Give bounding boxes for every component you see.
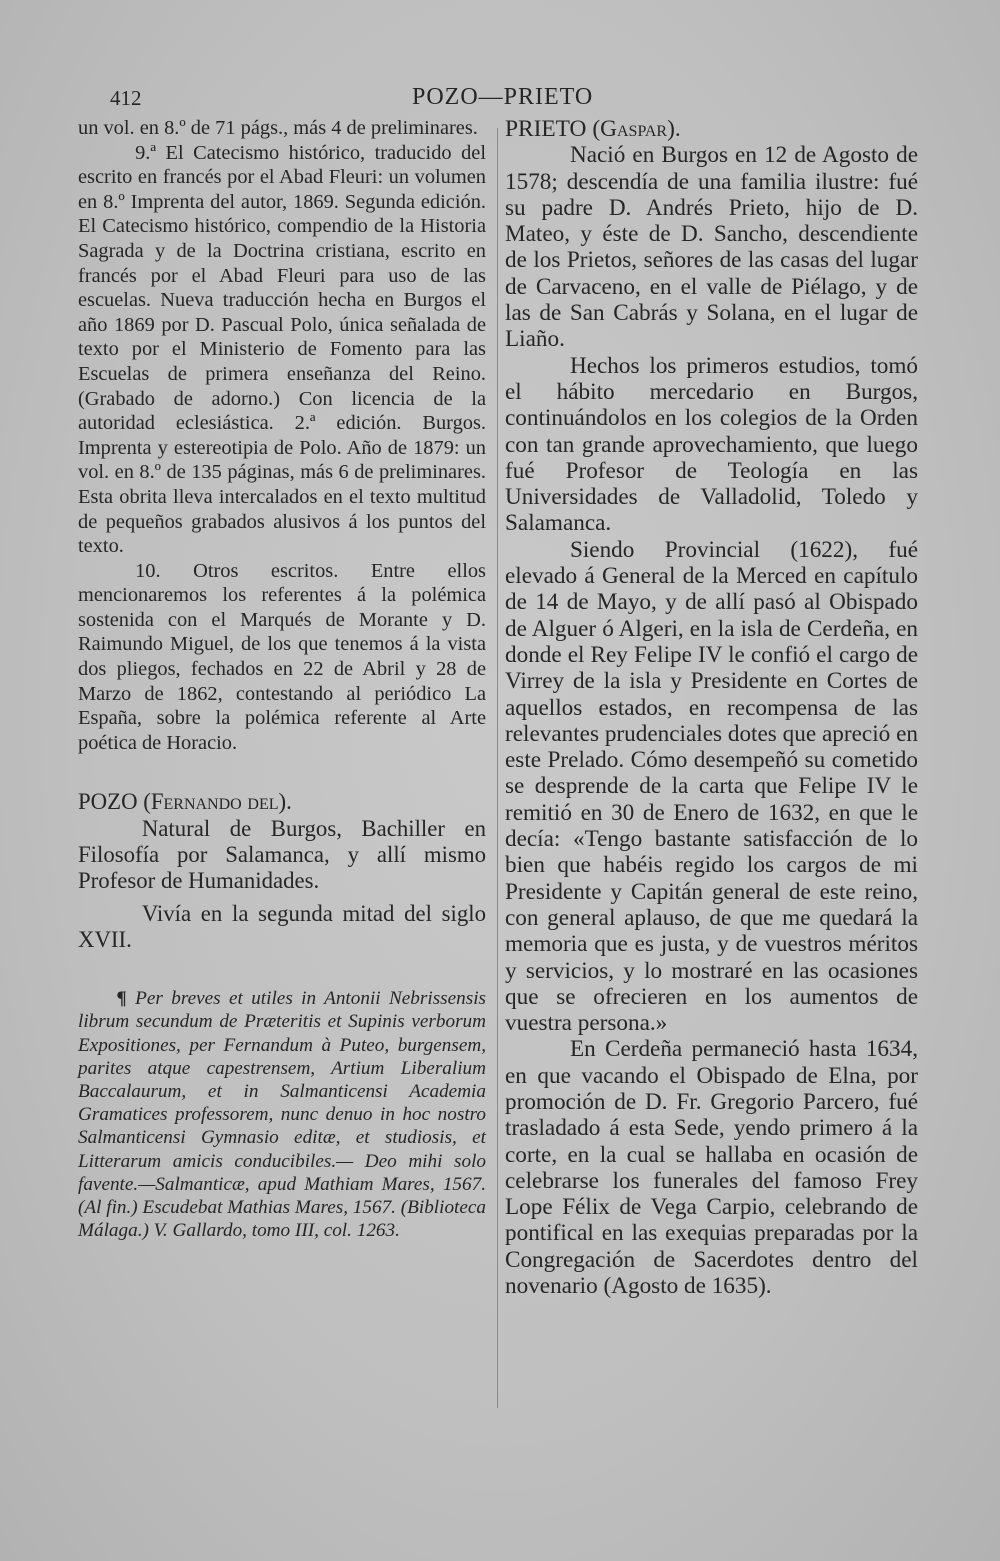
- left-column: [78, 116, 486, 1242]
- note-text: Per breves et utiles in Antonii Nebrissensis librum secundum de Præteritis et Supinis verborum Expositiones, per Fernandum à Puteo, burgensem, parites atque capestrensem, Artium Liberalium Baccalaurum, et in Salmanticensi Academia Gramatices professorem, nunc denuo in hoc nostro Salmanticensi Gymnasio editæ, et studiosis, et Litterarum amicis conducibiles.— Deo mihi solo favente.—Salmanticæ, apud Mathiam Mares, 1567. (Al fin.) Escudebat Mathias Mares, 1567. (Biblioteca Málaga.) V. Gallardo, tomo III, col. 1263.: [78, 988, 487, 1242]
- entry-given-name: (Fernando del).: [143, 789, 292, 815]
- right-column: [505, 116, 918, 1299]
- bio-paragraph-2: Vivía en la segunda mitad del siglo XVII.: [78, 900, 486, 952]
- running-head: POZO—PRIETO: [412, 84, 594, 110]
- column-divider: [497, 128, 498, 1408]
- pilcrow-icon: ¶: [116, 988, 127, 1010]
- entry-name: PRIETO: [505, 116, 587, 142]
- bio-paragraph-1: Nació en Burgos en 12 de Agosto de 1578; descendía de una familia ilustre: fué su padre D. Andrés Prieto, hijo de D. Mateo, y éste de D. Sancho, descendiente de los Prietos, señores de las casas del lugar de Carvaceno, en el valle de Piélago, y de las de San Cabrás y Solana, en el lugar de Liaño.: [505, 142, 918, 353]
- bib-paragraph-continuation: un vol. en 8.º de 71 págs., más 4 de preliminares.: [78, 117, 478, 139]
- page-number: 412: [110, 86, 142, 110]
- bio-paragraph-4: En Cerdeña permaneció hasta 1634, en que vacando el Obispado de Elna, por promoción de D. Fr. Gregorio Parcero, fué trasladado á esta Sede, yendo primero á la corte, en la cual se hallaba en ocasión de celebrarse los funerales del famoso Frey Lope Félix de Vega Carpio, celebrando de pontifical en las exequias preparadas por la Congregación de Sacerdotes dentro del novenario (Agosto de 1635).: [505, 1036, 918, 1300]
- bio-paragraph-1: Natural de Burgos, Bachiller en Filosofía por Salamanca, y allí mismo Profesor de Humanidades.: [78, 815, 486, 894]
- bib-paragraph-9: 9.ª El Catecismo histórico, traducido del escrito en francés por el Abad Fleuri: un volumen en 8.º Imprenta del autor, 1869. Segunda edición. El Catecismo histórico, compendio de la Historia Sagrada y de la Doctrina cristiana, escrito en francés por el Abad Fleuri para uso de las escuelas. Nueva traducción hecha en Burgos el año 1869 por D. Pascual Polo, única señalada de texto por el Ministerio de Fomento para las Escuelas de primera enseñanza del Reino. (Grabado de adorno.) Con licencia de la autoridad eclesiástica. 2.ª edición. Burgos. Imprenta y estereotipia de Polo. Año de 1879: un vol. en 8.º de 135 páginas, más 6 de preliminares. Esta obrita lleva intercalados en el texto multitud de pequeños grabados alusivos á los puntos del texto.: [78, 141, 486, 558]
- bio-paragraph-3: Siendo Provincial (1622), fué elevado á General de la Merced en capítulo de 14 de Mayo, y de allí pasó al Obispado de Alguer ó Algeri, en la isla de Cerdeña, en donde el Rey Felipe IV le confió el cargo de Virrey de la isla y Presidente en Cortes de aquellos estados, en recompensa de las relevantes prudenciales dotes que apreció en este Prelado. Cómo desempeñó su cometido se desprende de la carta que Felipe IV le remitió en 30 de Enero de 1632, en que le decía: «Tengo bastante satisfacción de lo bien que habéis regido los cargos de mi Presidente y Capitán general de este reino, con general aplauso, de que me quedará la memoria que es justa, y de vuestros méritos y servicios, y lo mostraré en las ocasiones que se ofrecieren en los aumentos de vuestra persona.»: [505, 536, 918, 1037]
- entry-name: POZO: [78, 789, 138, 815]
- entry-heading-pozo: [78, 789, 486, 815]
- entry-given-name: (Gaspar).: [592, 116, 681, 142]
- entry-heading-prieto: [505, 116, 918, 142]
- bib-paragraph-10: 10. Otros escritos. Entre ellos mencionaremos los referentes á la polémica sostenida con el Marqués de Morante y D. Raimundo Miguel, de los que tenemos á la vista dos pliegos, fechados en 22 de Abril y 28 de Marzo de 1862, contestando al periódico La España, sobre la polémica referente al Arte poética de Horacio.: [78, 559, 486, 754]
- bibliographic-note: [78, 987, 486, 1242]
- bio-paragraph-2: Hechos los primeros estudios, tomó el hábito mercedario en Burgos, continuándolos en los colegios de la Orden con tan grande aprovechamiento, que luego fué Profesor de Teología en las Universidades de Valladolid, Toledo y Salamanca.: [505, 352, 918, 537]
